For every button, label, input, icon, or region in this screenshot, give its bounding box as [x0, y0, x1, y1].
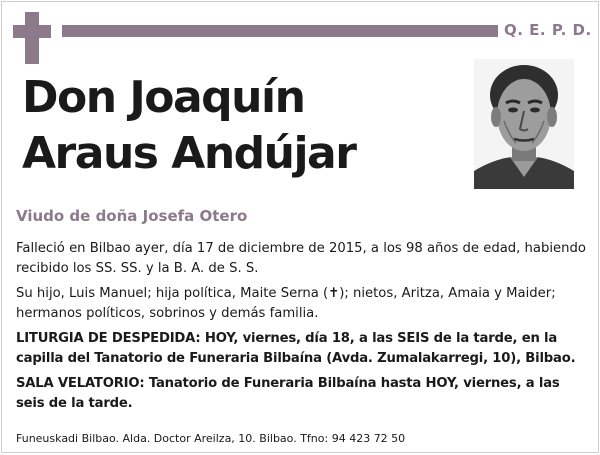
- cross-icon: [13, 12, 51, 64]
- funeral-liturgy: LITURGIA DE DESPEDIDA: HOY, viernes, día 18, a las SEIS de la tarde, en la capilla del Tanatorio de Funeraria Bilbaína (Avda. Zumalakarregi, 10), Bilbao.: [16, 331, 576, 366]
- name-line-1: Don Joaquín: [22, 72, 305, 123]
- obituary-notice: [1, 1, 599, 453]
- funeral-home-footer: Funeuskadi Bilbao. Alda. Doctor Areilza, 10. Bilbao. Tfno: 94 423 72 50: [16, 432, 406, 445]
- qepd-tag: Q. E. P. D.: [504, 21, 592, 39]
- death-announcement: Falleció en Bilbao ayer, día 17 de diciembre de 2015, a los 98 años de edad, habiendo recibido los SS. SS. y la B. A. de S. S.: [16, 241, 586, 276]
- portrait-photo: [474, 59, 574, 189]
- name-line-2: Araus Andújar: [22, 128, 356, 179]
- family-members: Su hijo, Luis Manuel; hija política, Maite Serna (✝); nietos, Aritza, Amaia y Maider; hermanos políticos, sobrinos y demás familia.: [16, 286, 556, 321]
- deceased-name: [22, 70, 355, 182]
- wake-room: SALA VELATORIO: Tanatorio de Funeraria Bilbaína hasta HOY, viernes, a las seis de la tarde.: [16, 376, 560, 411]
- obituary-body: [16, 239, 588, 419]
- header-bar: [62, 25, 498, 37]
- widower-of: Viudo de doña Josefa Otero: [16, 207, 248, 225]
